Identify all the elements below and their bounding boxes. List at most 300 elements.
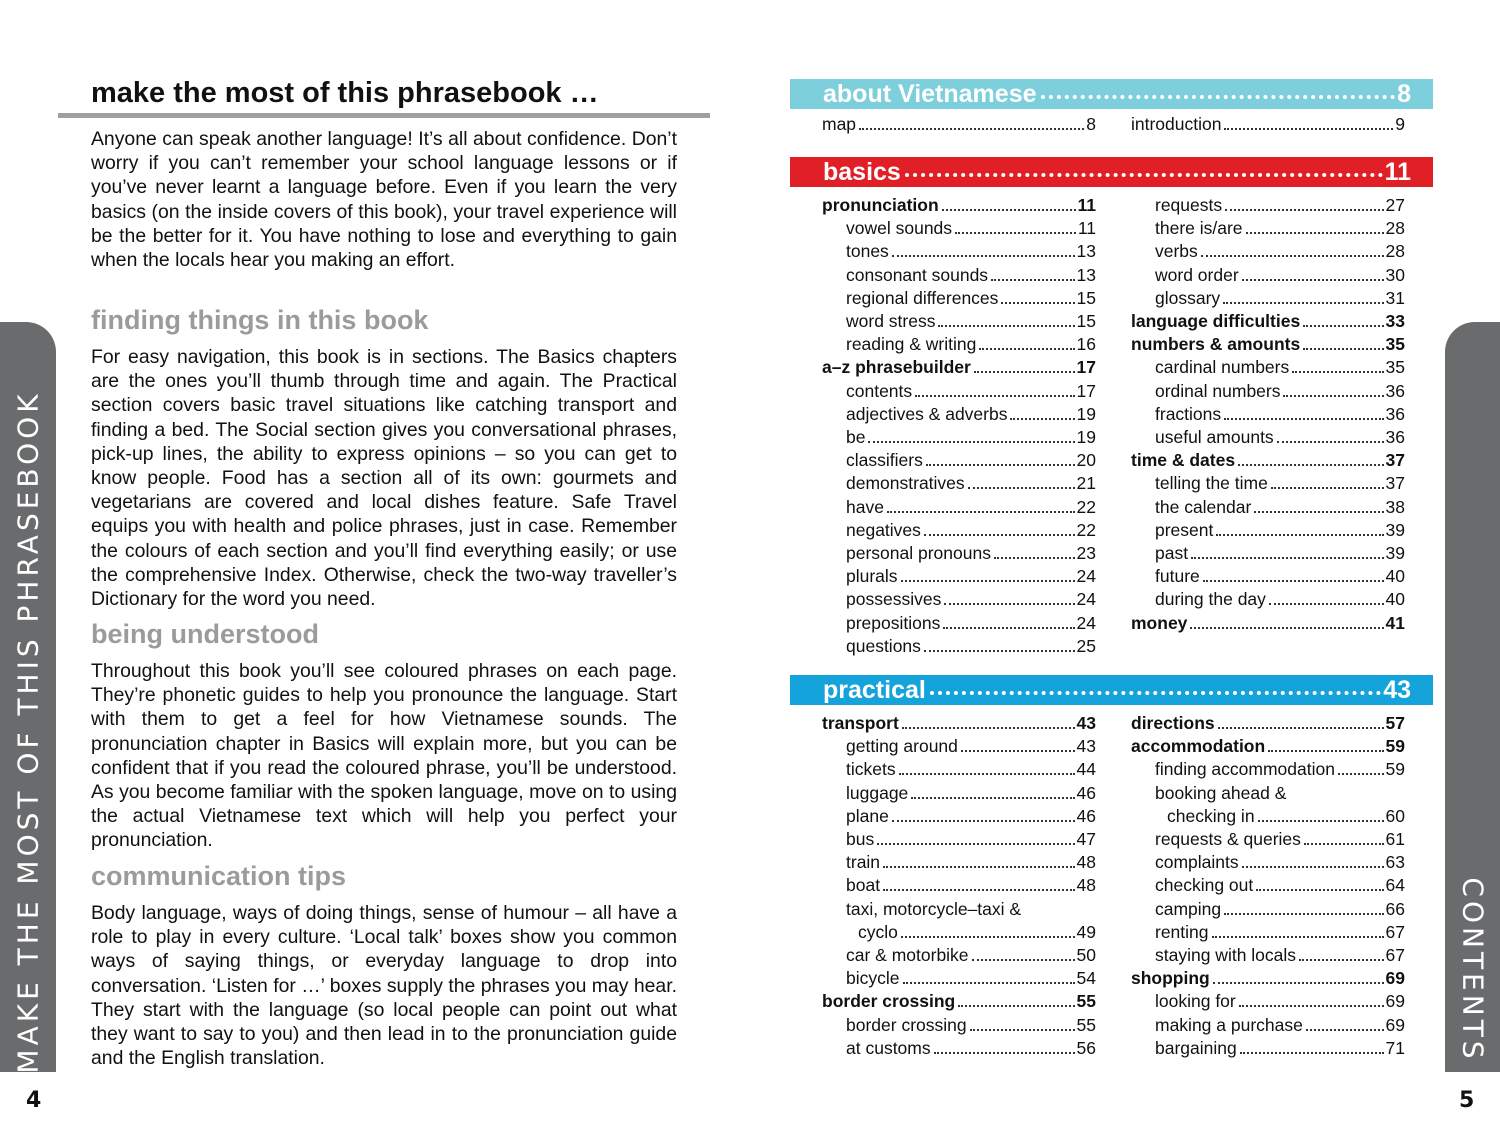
toc-entry-page: 35: [1385, 357, 1405, 378]
toc-entry-label: useful amounts: [1155, 427, 1274, 448]
toc-entry-page: 23: [1076, 543, 1096, 564]
toc-entry[interactable]: [1131, 967, 1405, 990]
toc-entry-label: bus: [846, 829, 875, 850]
toc-entry[interactable]: [1131, 403, 1405, 426]
toc-entry-label: be: [846, 427, 866, 448]
leader-dots: [1041, 94, 1396, 99]
toc-entry-label: complaints: [1155, 852, 1239, 873]
toc-entry-page: 67: [1385, 945, 1405, 966]
toc-column: [1131, 712, 1405, 1060]
leader-dots: [1256, 889, 1383, 891]
leader-dots: [903, 982, 1075, 984]
toc-entry-label: pronunciation: [822, 195, 939, 215]
toc-entry-label: verbs: [1155, 241, 1198, 262]
toc-entry-label: transport: [822, 713, 899, 733]
toc-entry[interactable]: [822, 264, 1096, 287]
toc-entry[interactable]: [822, 898, 1096, 921]
leader-dots: [1269, 603, 1384, 605]
toc-entry-page: 30: [1385, 264, 1405, 285]
leader-dots: [1238, 464, 1383, 466]
leader-dots: [944, 603, 1074, 605]
toc-entry-label: renting: [1155, 921, 1209, 942]
section-heading-tips: communication tips: [91, 861, 347, 891]
page-number-left: 4: [26, 1088, 42, 1113]
toc-entry-label: demonstratives: [846, 473, 965, 494]
toc-entry-page: 47: [1076, 829, 1096, 850]
toc-entry-page: 22: [1076, 496, 1096, 517]
toc-entry-page: 56: [1076, 1037, 1096, 1058]
toc-entry-label: train: [846, 852, 881, 873]
toc-entry-page: 20: [1076, 450, 1096, 471]
toc-entry-page: 61: [1385, 829, 1405, 850]
toc-entry-page: 24: [1076, 589, 1096, 610]
toc-entry[interactable]: [822, 240, 1096, 263]
leader-dots: [1283, 395, 1383, 397]
toc-entry[interactable]: [1131, 712, 1405, 735]
toc-entry-label: tones: [846, 241, 889, 262]
toc-entry[interactable]: [822, 565, 1096, 588]
toc-entry-page: 36: [1385, 380, 1405, 401]
toc-entry-page: 8: [1086, 114, 1096, 134]
toc-entry-page: 17: [1076, 380, 1096, 401]
toc-entry-label: vowel sounds: [846, 218, 953, 239]
leader-dots: [899, 773, 1075, 775]
toc-entry-label: during the day: [1155, 589, 1266, 610]
toc-entry-page: 41: [1385, 612, 1405, 633]
section-heading-understood: being understood: [91, 619, 319, 649]
toc-entry[interactable]: [1131, 240, 1405, 263]
leader-dots: [868, 441, 1074, 443]
leader-dots: [1216, 534, 1383, 536]
toc-entry[interactable]: [1131, 472, 1405, 495]
page-title: make the most of this phrasebook …: [91, 77, 599, 109]
toc-entry-label: numbers & amounts: [1131, 334, 1301, 355]
toc-entry[interactable]: [822, 782, 1096, 805]
toc-entry-label: regional differences: [846, 287, 999, 308]
toc-entry-label: looking for: [1155, 991, 1236, 1012]
toc-entry[interactable]: [1131, 449, 1405, 472]
toc-entry[interactable]: [1131, 1037, 1405, 1060]
leader-dots: [930, 690, 1381, 695]
leader-dots: [1201, 255, 1384, 257]
toc-entry[interactable]: [822, 805, 1096, 828]
toc-entry[interactable]: [822, 635, 1096, 658]
toc-entry-page: 43: [1076, 713, 1096, 733]
toc-entry[interactable]: [822, 310, 1096, 333]
toc-entry-label: checking in: [1167, 805, 1255, 826]
toc-entry-label: booking ahead &: [1155, 782, 1287, 803]
toc-entry-label: glossary: [1155, 287, 1221, 308]
toc-entry-label: adjectives & adverbs: [846, 403, 1008, 424]
toc-entry[interactable]: [822, 967, 1096, 990]
toc-entry-label: reading & writing: [846, 334, 977, 355]
leader-dots: [892, 820, 1075, 822]
toc-entry[interactable]: [1131, 217, 1405, 240]
leader-dots: [1203, 580, 1384, 582]
section-band-basics[interactable]: [790, 157, 1433, 187]
leader-dots: [1224, 418, 1383, 420]
toc-entry-page: 27: [1385, 195, 1405, 215]
toc-entry-page: 40: [1385, 589, 1405, 610]
section-text-finding: For easy navigation, this book is in sections. The Basics chapters are the ones you’ll thumb through time and again. The Practical section covers basic travel situations like catching transport and finding a bed. The Social section gives you conversational phrases, pick-up lines, the ability to express opinions – so you can get to know people. Food has a section all of its own: gourmets and vegetarians are covered and local dishes feature. Safe Travel equips you with health and police phrases, just in case. Remember the colours of each section and you’ll find everything easily; or use the comprehensive Index. Otherwise, check the two-way traveller’s Dictionary for the word you need.: [91, 346, 677, 611]
leader-dots: [901, 580, 1075, 582]
toc-entry-page: 24: [1076, 566, 1096, 587]
toc-entry-label: time & dates: [1131, 450, 1236, 471]
toc-entry[interactable]: [1131, 356, 1405, 379]
section-band-about[interactable]: [790, 79, 1433, 109]
leader-dots: [1242, 279, 1384, 281]
toc-column: [822, 194, 1096, 658]
toc-entry-page: 17: [1076, 357, 1096, 378]
toc-entry-label: taxi, motorcycle–taxi &: [846, 898, 1022, 919]
leader-dots: [1242, 866, 1384, 868]
title-rule: [58, 113, 710, 118]
toc-entry-page: 35: [1385, 334, 1405, 355]
leader-dots: [979, 348, 1074, 350]
toc-column: [1131, 194, 1405, 635]
toc-entry-page: 11: [1077, 218, 1096, 239]
toc-entry-label: consonant sounds: [846, 264, 989, 285]
toc-entry-label: tickets: [846, 759, 896, 780]
toc-entry-page: 24: [1076, 612, 1096, 633]
toc-entry[interactable]: [822, 921, 1096, 944]
toc-entry-page: 28: [1385, 241, 1405, 262]
leader-dots: [1304, 843, 1384, 845]
section-text-understood: Throughout this book you’ll see coloured phrases on each page. They’re phonetic guides to help you pronounce the language. Start with them to get a feel for how Vietnamese sounds. The pronunciation chapter in Basics will explain more, but you can be confident that if you read the coloured phrase, you’ll be understood. As you become familiar with the spoken language, move on to using the actual Vietnamese text which will help you perfect your pronunciation.: [91, 660, 677, 852]
toc-entry-page: 69: [1385, 968, 1405, 989]
toc-entry[interactable]: [1131, 519, 1405, 542]
leader-dots: [1277, 441, 1384, 443]
toc-entry-label: future: [1155, 566, 1200, 587]
toc-entry-label: a–z phrasebuilder: [822, 357, 971, 378]
toc-entry-label: cardinal numbers: [1155, 357, 1290, 378]
page-number-right: 5: [1459, 1088, 1475, 1113]
leader-dots: [1213, 982, 1384, 984]
toc-entry-label: accommodation: [1131, 736, 1266, 757]
leader-dots: [887, 511, 1075, 513]
section-band-practical[interactable]: [790, 675, 1433, 705]
leader-dots: [1240, 1052, 1384, 1054]
leader-dots: [1010, 418, 1074, 420]
toc-entry[interactable]: [822, 113, 1096, 136]
toc-column: [822, 113, 1096, 136]
toc-entry[interactable]: [822, 851, 1096, 874]
toc-entry[interactable]: [822, 1037, 1096, 1060]
toc-entry-page: 38: [1385, 496, 1405, 517]
toc-entry-page: 43: [1076, 736, 1096, 757]
toc-entry[interactable]: [822, 356, 1096, 379]
toc-entry-label: directions: [1131, 713, 1215, 733]
toc-entry-page: 55: [1076, 991, 1096, 1012]
toc-entry[interactable]: [822, 472, 1096, 495]
toc-entry[interactable]: [822, 712, 1096, 735]
toc-entry-label: camping: [1155, 898, 1222, 919]
toc-entry-page: 46: [1076, 782, 1096, 803]
toc-entry[interactable]: [822, 990, 1096, 1013]
leader-dots: [926, 464, 1075, 466]
toc-entry[interactable]: [1131, 828, 1405, 851]
toc-entry-label: language difficulties: [1131, 311, 1301, 332]
leader-dots: [972, 959, 1075, 961]
toc-entry-label: requests: [1155, 195, 1223, 215]
toc-entry-page: 67: [1385, 921, 1405, 942]
toc-entry-page: 46: [1076, 805, 1096, 826]
toc-entry[interactable]: [822, 426, 1096, 449]
toc-entry-label: questions: [846, 635, 921, 656]
toc-entry-label: fractions: [1155, 403, 1222, 424]
toc-entry-label: word order: [1155, 264, 1239, 285]
toc-entry-page: 54: [1076, 968, 1096, 989]
toc-entry-label: checking out: [1155, 875, 1254, 896]
toc-entry-page: 15: [1076, 287, 1096, 308]
leader-dots: [970, 1029, 1075, 1031]
toc-entry-label: at customs: [846, 1037, 931, 1058]
toc-entry-page: 16: [1076, 334, 1096, 355]
section-heading-finding: finding things in this book: [91, 305, 429, 335]
toc-entry[interactable]: [1131, 426, 1405, 449]
leader-dots: [877, 843, 1074, 845]
leader-dots: [1239, 1005, 1384, 1007]
toc-entry-label: plane: [846, 805, 889, 826]
toc-entry-page: 37: [1385, 450, 1405, 471]
toc-entry[interactable]: [822, 1014, 1096, 1037]
toc-entry[interactable]: [1131, 1014, 1405, 1037]
toc-entry-page: 33: [1385, 311, 1405, 332]
side-tab-left: [0, 322, 56, 1072]
toc-entry[interactable]: [822, 828, 1096, 851]
intro-paragraph: Anyone can speak another language! It’s all about confidence. Don’t worry if you can’t remember your school language lessons or if you’ve never learnt a language before. Even if you learn the very basics (on the inside covers of this book), your travel experience will be the better for it. You have nothing to lose and everything to gain when the locals hear you making an effort.: [91, 128, 677, 272]
leader-dots: [911, 797, 1074, 799]
toc-entry-label: classifiers: [846, 450, 923, 471]
toc-entry[interactable]: [1131, 333, 1405, 356]
section-band-title: basics: [823, 157, 901, 186]
toc-entry-page: 22: [1076, 519, 1096, 540]
toc-entry[interactable]: [1131, 287, 1405, 310]
toc-entry-page: 69: [1385, 991, 1405, 1012]
toc-entry-page: 15: [1076, 311, 1096, 332]
toc-entry[interactable]: [822, 519, 1096, 542]
toc-entry-page: 39: [1385, 519, 1405, 540]
toc-entry-label: have: [846, 496, 884, 517]
leader-dots: [1212, 936, 1384, 938]
leader-dots: [1306, 1029, 1384, 1031]
toc-entry[interactable]: [822, 287, 1096, 310]
toc-entry[interactable]: [1131, 944, 1405, 967]
section-band-title: practical: [823, 675, 926, 704]
toc-entry-page: 59: [1385, 759, 1405, 780]
leader-dots: [1271, 487, 1384, 489]
leader-dots: [1292, 371, 1383, 373]
toc-entry-page: 60: [1385, 805, 1405, 826]
toc-entry[interactable]: [822, 735, 1096, 758]
toc-column: [1131, 113, 1405, 136]
leader-dots: [961, 750, 1075, 752]
leader-dots: [905, 172, 1383, 177]
toc-entry-label: contents: [846, 380, 913, 401]
toc-entry[interactable]: [822, 217, 1096, 240]
toc-entry[interactable]: [822, 612, 1096, 635]
toc-entry-label: present: [1155, 519, 1214, 540]
toc-entry[interactable]: [1131, 565, 1405, 588]
toc-entry-page: 9: [1395, 114, 1405, 134]
leader-dots: [938, 325, 1074, 327]
toc-entry[interactable]: [1131, 805, 1405, 828]
toc-entry-page: 59: [1385, 736, 1405, 757]
toc-entry-label: car & motorbike: [846, 945, 969, 966]
toc-entry-label: possessives: [846, 589, 942, 610]
section-band-page: 43: [1383, 675, 1411, 704]
section-text-tips: Body language, ways of doing things, sense of humour – all have a role to play in every culture. ‘Local talk’ boxes show you common ways of saying things, or everyday language to drop into conversation. ‘Listen for …’ boxes supply the phrases you may hear. They start with the language (so local people can point out what they want to say to you) and then lead in to the pronunciation guide and the English translation.: [91, 902, 677, 1070]
leader-dots: [892, 255, 1075, 257]
toc-entry-label: plurals: [846, 566, 898, 587]
leader-dots: [883, 866, 1074, 868]
leader-dots: [1191, 557, 1383, 559]
leader-dots: [1225, 209, 1383, 211]
toc-entry-label: border crossing: [822, 991, 956, 1012]
toc-entry-label: negatives: [846, 519, 921, 540]
toc-entry[interactable]: [1131, 898, 1405, 921]
toc-entry-label: money: [1131, 612, 1188, 633]
leader-dots: [924, 534, 1075, 536]
toc-entry-label: personal pronouns: [846, 543, 991, 564]
toc-entry-label: bargaining: [1155, 1037, 1237, 1058]
toc-entry[interactable]: [1131, 612, 1405, 635]
toc-entry[interactable]: [822, 403, 1096, 426]
section-band-page: 8: [1397, 79, 1411, 108]
toc-entry[interactable]: [822, 874, 1096, 897]
toc-entry[interactable]: [1131, 874, 1405, 897]
toc-entry-page: 71: [1385, 1037, 1405, 1058]
toc-entry-page: 57: [1385, 713, 1405, 733]
toc-entry-label: there is/are: [1155, 218, 1243, 239]
toc-entry-page: 28: [1385, 218, 1405, 239]
side-tab-left-label: MAKE THE MOST OF THIS PHRASEBOOK: [11, 390, 45, 1074]
toc-entry[interactable]: [1131, 758, 1405, 781]
toc-entry-label: past: [1155, 543, 1189, 564]
leader-dots: [958, 1005, 1074, 1007]
leader-dots: [924, 650, 1075, 652]
toc-entry[interactable]: [1131, 990, 1405, 1013]
leader-dots: [1223, 302, 1383, 304]
toc-entry-page: 31: [1385, 287, 1405, 308]
leader-dots: [1303, 348, 1383, 350]
leader-dots: [1258, 820, 1384, 822]
toc-entry[interactable]: [1131, 264, 1405, 287]
toc-entry-label: map: [822, 114, 857, 134]
toc-entry-label: border crossing: [846, 1014, 967, 1035]
toc-entry[interactable]: [1131, 194, 1405, 217]
side-tab-right: [1445, 322, 1500, 1072]
toc-entry-page: 69: [1385, 1014, 1405, 1035]
leader-dots: [1246, 232, 1384, 234]
toc-entry-label: word stress: [846, 311, 936, 332]
toc-entry[interactable]: [822, 333, 1096, 356]
toc-column: [822, 712, 1096, 1060]
leader-dots: [994, 557, 1075, 559]
leader-dots: [1299, 959, 1383, 961]
toc-entry-label: the calendar: [1155, 496, 1252, 517]
leader-dots: [859, 128, 1084, 130]
toc-entry[interactable]: [1131, 310, 1405, 333]
toc-entry-page: 64: [1385, 875, 1405, 896]
toc-entry-page: 36: [1385, 403, 1405, 424]
toc-entry-page: 21: [1076, 473, 1096, 494]
leader-dots: [1224, 913, 1383, 915]
toc-entry[interactable]: [1131, 921, 1405, 944]
toc-entry-label: telling the time: [1155, 473, 1268, 494]
toc-entry-label: luggage: [846, 782, 909, 803]
leader-dots: [942, 209, 1076, 211]
toc-entry-page: 19: [1076, 427, 1096, 448]
toc-entry[interactable]: [822, 758, 1096, 781]
toc-entry-page: 50: [1076, 945, 1096, 966]
toc-entry-label: shopping: [1131, 968, 1210, 989]
toc-entry-label: introduction: [1131, 114, 1222, 134]
leader-dots: [955, 232, 1076, 234]
leader-dots: [1224, 128, 1393, 130]
toc-entry-page: 66: [1385, 898, 1405, 919]
leader-dots: [1001, 302, 1074, 304]
toc-entry[interactable]: [1131, 496, 1405, 519]
toc-entry-label: making a purchase: [1155, 1014, 1303, 1035]
leader-dots: [883, 889, 1074, 891]
toc-entry-page: 48: [1076, 875, 1096, 896]
toc-entry[interactable]: [822, 449, 1096, 472]
toc-entry[interactable]: [1131, 113, 1405, 136]
toc-entry-page: 11: [1077, 195, 1096, 215]
toc-entry-page: 63: [1385, 852, 1405, 873]
toc-entry[interactable]: [1131, 380, 1405, 403]
toc-entry-label: prepositions: [846, 612, 941, 633]
leader-dots: [902, 727, 1075, 729]
toc-entry[interactable]: [822, 380, 1096, 403]
toc-entry[interactable]: [822, 588, 1096, 611]
toc-entry-page: 19: [1076, 403, 1096, 424]
toc-entry-label: bicycle: [846, 968, 900, 989]
toc-entry-label: finding accommodation: [1155, 759, 1335, 780]
toc-entry-page: 39: [1385, 543, 1405, 564]
section-band-title: about Vietnamese: [823, 79, 1037, 108]
leader-dots: [901, 936, 1075, 938]
leader-dots: [991, 279, 1074, 281]
toc-entry-label: requests & queries: [1155, 829, 1301, 850]
toc-entry-page: 44: [1076, 759, 1096, 780]
toc-entry[interactable]: [822, 944, 1096, 967]
leader-dots: [1303, 325, 1383, 327]
toc-entry-label: ordinal numbers: [1155, 380, 1281, 401]
toc-entry[interactable]: [1131, 782, 1405, 805]
toc-entry[interactable]: [822, 194, 1096, 217]
toc-entry[interactable]: [822, 542, 1096, 565]
toc-entry-page: 55: [1076, 1014, 1096, 1035]
toc-entry-page: 25: [1076, 635, 1096, 656]
toc-entry[interactable]: [1131, 542, 1405, 565]
toc-entry-page: 13: [1076, 264, 1096, 285]
toc-entry-page: 37: [1385, 473, 1405, 494]
toc-entry[interactable]: [822, 496, 1096, 519]
leader-dots: [974, 371, 1075, 373]
toc-entry[interactable]: [1131, 735, 1405, 758]
leader-dots: [1190, 627, 1383, 629]
leader-dots: [1268, 750, 1383, 752]
toc-entry-page: 48: [1076, 852, 1096, 873]
toc-entry[interactable]: [1131, 851, 1405, 874]
toc-entry-label: boat: [846, 875, 881, 896]
leader-dots: [915, 395, 1074, 397]
toc-entry[interactable]: [1131, 588, 1405, 611]
toc-entry-label: cyclo: [858, 921, 898, 942]
leader-dots: [1338, 773, 1384, 775]
